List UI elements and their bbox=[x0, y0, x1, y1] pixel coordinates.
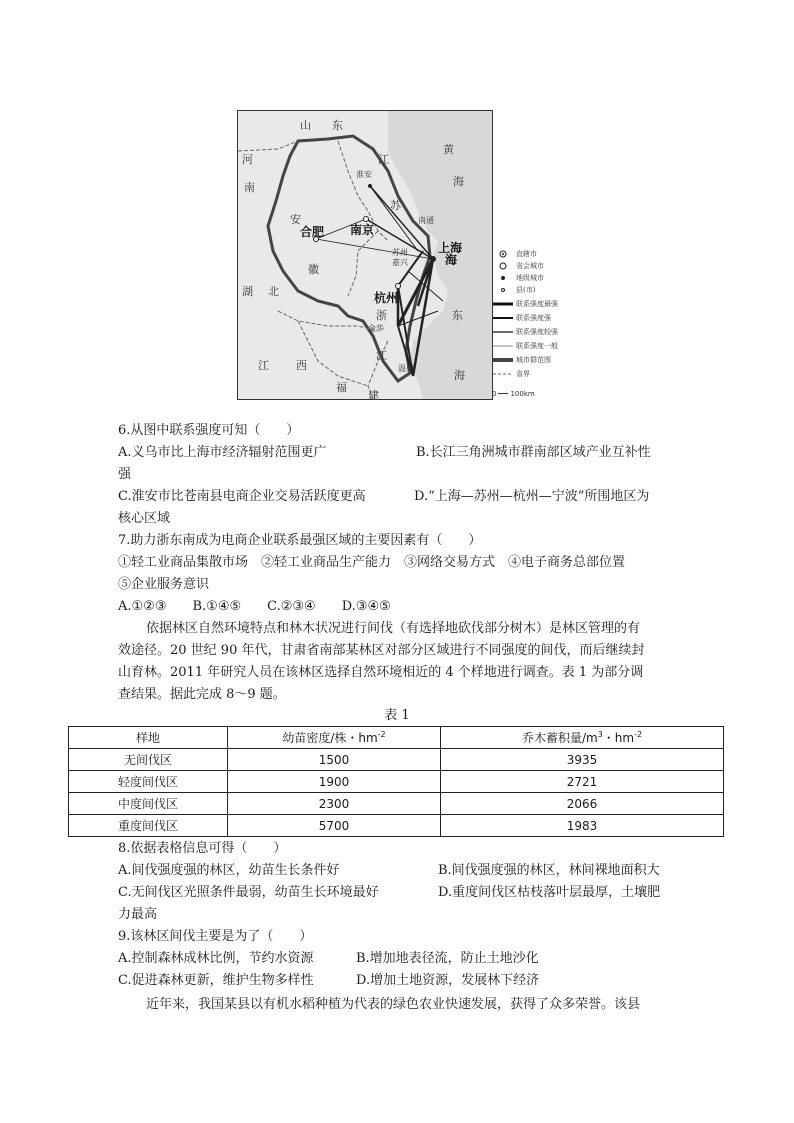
passage-line: 效途径。20 世纪 90 年代，甘肃省南部某林区对部分区域进行不同强度的间伐，而后继续封 bbox=[118, 643, 645, 658]
q8-stem: 8.依据表格信息可得（ ） bbox=[118, 841, 287, 856]
q8-option-c: C.无间伐区光照条件最弱，幼苗生长环境最好 bbox=[118, 885, 379, 900]
scale-zero: 0 bbox=[492, 389, 497, 398]
label-huang: 黄 bbox=[443, 143, 454, 156]
label-fu: 福 bbox=[336, 381, 347, 394]
label-jiangxi-2: 西 bbox=[296, 359, 307, 372]
q6-option-b: B.长江三角洲城市群南部区域产业互补性 bbox=[416, 445, 651, 460]
legend-label: 城市群范围 bbox=[516, 355, 551, 364]
yangtze-delta-map bbox=[237, 110, 493, 400]
next-passage-line: 近年来，我国某县以有机水稻种植为代表的绿色农业快速发展，获得了众多荣誉。该县 bbox=[146, 997, 641, 1012]
table-row bbox=[69, 771, 724, 793]
legend-row bbox=[492, 312, 551, 323]
label-nan: 南 bbox=[244, 181, 255, 194]
q9-option-a: A.控制森林成林比例，节约水资源 bbox=[118, 951, 314, 966]
legend-row bbox=[492, 326, 558, 337]
label-dong: 东 bbox=[332, 119, 343, 132]
table-cell: 2300 bbox=[228, 793, 441, 815]
label-nantong: 南通 bbox=[418, 216, 434, 225]
legend-label: 地级城市 bbox=[516, 273, 544, 282]
passage-line: 查结果。据此完成 8～9 题。 bbox=[118, 687, 286, 702]
legend-row bbox=[492, 260, 544, 271]
table-cell: 1900 bbox=[228, 771, 441, 793]
legend-label: 联系强度一般 bbox=[516, 341, 558, 350]
q8-option-d-cont: 力最高 bbox=[118, 907, 158, 922]
header-timber-exp1: 3 bbox=[597, 730, 603, 739]
header-timber bbox=[441, 727, 724, 749]
table-cell: 1983 bbox=[441, 815, 724, 837]
label-suzhou: 苏州 bbox=[392, 248, 408, 257]
label-hu: 湖 bbox=[242, 285, 253, 298]
label-he: 河 bbox=[242, 153, 253, 166]
q8-option-d: D.重度间伐区枯枝落叶层最厚，土壤肥 bbox=[438, 885, 661, 900]
table-cell: 重度间伐区 bbox=[69, 815, 228, 837]
legend-label: 省会城市 bbox=[516, 261, 544, 270]
data-table bbox=[68, 726, 724, 837]
table-cell: 轻度间伐区 bbox=[69, 771, 228, 793]
label-shan: 山 bbox=[300, 119, 311, 132]
q8-option-b: B.间伐强度强的林区，林间裸地面积大 bbox=[438, 863, 660, 878]
label-wenzhou: 温州 bbox=[398, 364, 414, 373]
table-cell: 2721 bbox=[441, 771, 724, 793]
legend-row bbox=[492, 354, 551, 365]
legend-row bbox=[492, 272, 544, 283]
legend-scale bbox=[492, 388, 535, 399]
q6-stem: 6.从图中联系强度可知（ ） bbox=[118, 423, 300, 438]
legend-row bbox=[492, 340, 558, 351]
q9-option-c: C.促进森林更新，维护生物多样性 bbox=[118, 973, 314, 988]
table-row bbox=[69, 793, 724, 815]
table-cell: 2066 bbox=[441, 793, 724, 815]
table-cell: 1500 bbox=[228, 749, 441, 771]
table-row bbox=[69, 815, 724, 837]
header-plot: 样地 bbox=[69, 727, 228, 749]
legend-row bbox=[492, 284, 535, 295]
scale-label: 100km bbox=[510, 389, 535, 398]
label-hangzhou: 杭州 bbox=[374, 291, 399, 305]
legend-row bbox=[492, 298, 558, 309]
q7-stem: 7.助力浙东南成为电商企业联系最强区域的主要因素有（ ） bbox=[118, 533, 482, 548]
table-header-row bbox=[69, 727, 724, 749]
table-cell: 5700 bbox=[228, 815, 441, 837]
label-jiangxi-1: 江 bbox=[258, 359, 269, 372]
q9-option-d: D.增加土地资源，发展林下经济 bbox=[356, 973, 540, 988]
header-seedling-exp: -2 bbox=[377, 730, 386, 739]
q9-option-b: B.增加地表径流，防止土地沙化 bbox=[356, 951, 539, 966]
label-shanghai-sub: 海 bbox=[445, 253, 458, 267]
legend-label: 联系强度较强 bbox=[516, 327, 558, 336]
label-jiaxing: 嘉兴 bbox=[392, 258, 408, 267]
header-timber-exp2: -2 bbox=[634, 730, 643, 739]
table-caption: 表 1 bbox=[384, 708, 410, 723]
passage-line: 依据林区自然环境特点和林木状况进行间伐（有选择地砍伐部分树木）是林区管理的有 bbox=[146, 621, 641, 636]
label-an: 安 bbox=[290, 213, 301, 226]
label-jiang2: 江 bbox=[376, 349, 387, 362]
legend-label: 联系强度最强 bbox=[516, 299, 558, 308]
q9-stem: 9.该林区间伐主要是为了（ ） bbox=[118, 929, 313, 944]
label-hui: 徽 bbox=[308, 263, 319, 276]
q6-option-c: C.淮安市比苍南县电商企业交易活跃度更高 bbox=[118, 489, 366, 504]
label-jinhua: 金华 bbox=[368, 324, 384, 333]
label-shanghai: 上海 bbox=[438, 241, 463, 255]
table-cell: 3935 bbox=[441, 749, 724, 771]
map-legend bbox=[492, 248, 602, 406]
label-bei: 北 bbox=[268, 285, 279, 298]
header-seedling-text: 幼苗密度/株・hm bbox=[282, 731, 378, 745]
legend-label: 直辖市 bbox=[516, 249, 537, 258]
legend-label: 联系强度强 bbox=[516, 313, 551, 322]
q6-option-a: A.义乌市比上海市经济辐射范围更广 bbox=[118, 445, 327, 460]
table-cell: 无间伐区 bbox=[69, 749, 228, 771]
q7-items-2: ⑤企业服务意识 bbox=[118, 577, 210, 592]
label-hai1: 海 bbox=[453, 175, 464, 188]
q7-items-1: ①轻工业商品集散市场 ②轻工业商品生产能力 ③网络交易方式 ④电子商务总部位置 bbox=[118, 555, 626, 570]
label-dong-sea: 东 bbox=[452, 309, 463, 322]
q6-option-d-cont: 核心区域 bbox=[118, 511, 171, 526]
legend-row bbox=[492, 248, 537, 259]
passage-line: 山育林。2011 年研究人员在该林区选择自然环境相近的 4 个样地进行调查。表 1 为部分调 bbox=[118, 665, 644, 680]
header-timber-unit: ・hm bbox=[602, 731, 635, 745]
table-cell: 中度间伐区 bbox=[69, 793, 228, 815]
label-jiang: 江 bbox=[378, 153, 389, 166]
q6-option-b-cont: 强 bbox=[118, 467, 132, 482]
q8-option-a: A.间伐强度强的林区，幼苗生长条件好 bbox=[118, 863, 340, 878]
label-hefei: 合肥 bbox=[300, 225, 325, 239]
label-zhe: 浙 bbox=[376, 309, 387, 322]
legend-row bbox=[492, 368, 530, 379]
q7-options: A.①②③ B.①④⑤ C.②③④ D.③④⑤ bbox=[118, 599, 391, 614]
header-timber-text: 乔木蓄积量/m bbox=[521, 731, 598, 745]
header-seedling bbox=[228, 727, 441, 749]
legend-label: 县(市) bbox=[516, 285, 536, 294]
label-nanjing: 南京 bbox=[350, 223, 375, 237]
table-row bbox=[69, 749, 724, 771]
legend-label: 省界 bbox=[516, 369, 530, 378]
label-jian: 建 bbox=[368, 389, 379, 400]
q6-option-d: D.“上海—苏州—杭州—宁波”所围地区为 bbox=[414, 489, 650, 504]
label-huaian: 淮安 bbox=[356, 170, 372, 179]
label-su: 苏 bbox=[390, 199, 401, 212]
label-hai2: 海 bbox=[454, 369, 465, 382]
